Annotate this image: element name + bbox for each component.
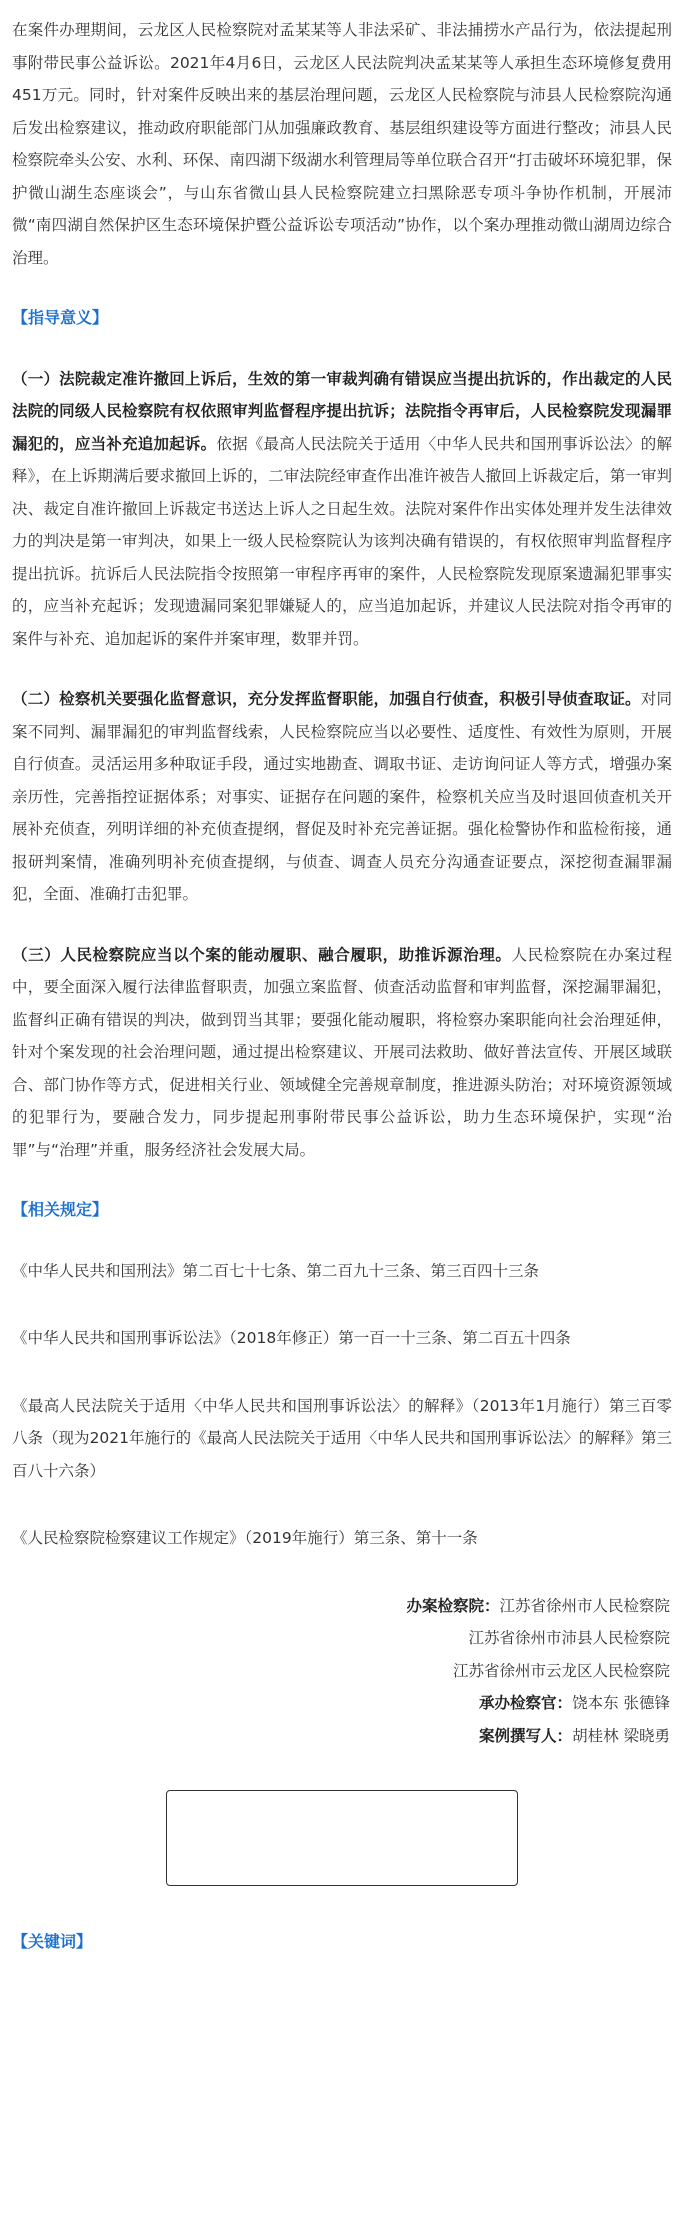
office-name: 江苏省徐州市人民检察院 <box>499 1596 670 1615</box>
section-heading-guidance: 【指导意义】 <box>12 308 109 327</box>
guidance-point-3-title: （三）人民检察院应当以个案的能动履职、融合履职，助推诉源治理。 <box>12 945 512 964</box>
prosecutor-label: 承办检察官： <box>479 1694 573 1712</box>
guidance-point-3 <box>12 939 672 1167</box>
office-line-1 <box>12 1590 670 1623</box>
guidance-point-2-title: （二）检察机关要强化监督意识，充分发挥监督职能，加强自行侦查，积极引导侦查取证。 <box>12 690 641 708</box>
guidance-point-2 <box>12 683 672 911</box>
empty-frame <box>166 1790 518 1886</box>
regulation-item: 《最高人民法院关于适用〈中华人民共和国刑事诉讼法〉的解释》（2013年1月施行）第三百零八条（现为2021年施行的《最高人民法院关于适用〈中华人民共和国刑事诉讼法〉的解释》第三百八十六条） <box>12 1396 672 1480</box>
writer-label: 案例撰写人： <box>479 1726 573 1745</box>
regulation-item: 《中华人民共和国刑法》第二百七十七条、第二百九十三条、第三百四十三条 <box>12 1261 540 1280</box>
guidance-point-1 <box>12 363 672 656</box>
office-label: 办案检察院： <box>406 1596 500 1615</box>
intro-paragraph: 在案件办理期间，云龙区人民检察院对孟某某等人非法采矿、非法捕捞水产品行为，依法提起刑事附带民事公益诉讼。2021年4月6日，云龙区人民法院判决孟某某等人承担生态环境修复费用451万元。同时，针对案件反映出来的基层治理问题，云龙区人民检察院与沛县人民检察院沟通后发出检察建议，推动政府职能部门从加强廉政教育、基层组织建设等方面进行整改；沛县人民检察院牵头公安、水利、环保、南四湖下级湖水利管理局等单位联合召开“打击破坏环境犯罪，保护微山湖生态座谈会”，与山东省微山县人民检察院建立扫黑除恶专项斗争协作机制，开展沛微“南四湖自然保护区生态环境保护暨公益诉讼专项活动”协作，以个案办理推动微山湖周边综合治理。 <box>12 21 672 267</box>
guidance-point-2-text: 对同案不同判、漏罪漏犯的审判监督线索，人民检察院应当以必要性、适度性、有效性为原则，开展自行侦查。灵活运用多种取证手段，通过实地勘查、调取书证、走访询问证人等方式，增强办案亲历性，完善指控证据体系；对事实、证据存在问题的案件，检察机关应当及时退回侦查机关开展补充侦查，列明详细的补充侦查提纲，督促及时补充完善证据。强化检警协作和监检衔接，通报研判案情，准确列明补充侦查提纲，与侦查、调查人员充分沟通查证要点，深挖彻查漏罪漏犯，全面、准确打击犯罪。 <box>12 690 672 903</box>
guidance-point-3-text: 人民检察院在办案过程中，要全面深入履行法律监督职责，加强立案监督、侦查活动监督和审判监督，深挖漏罪漏犯，监督纠正确有错误的判决，做到罚当其罪；要强化能动履职，将检察办案职能向社会治理延伸，针对个案发现的社会治理问题，通过提出检察建议、开展司法救助、做好普法宣传、开展区域联合、部门协作等方式，促进相关行业、领域健全完善规章制度，推进源头防治；对环境资源领域的犯罪行为，要融合发力，同步提起刑事附带民事公益诉讼，助力生态环境保护，实现“治罪”与“治理”并重，服务经济社会发展大局。 <box>12 945 672 1159</box>
section-heading-regulations: 【相关规定】 <box>12 1200 109 1219</box>
case-credits <box>12 1590 672 1753</box>
writer-line <box>12 1720 670 1753</box>
guidance-point-1-title: （一）法院裁定准许撤回上诉后，生效的第一审裁判确有错误应当提出抗诉的，作出裁定的人民法院的同级人民检察院有权依照审判监督程序提出抗诉；法院指令再审后，人民检察院发现漏罪漏犯的，应当补充追加起诉。 <box>12 369 672 453</box>
office-name: 江苏省徐州市沛县人民检察院 <box>468 1629 670 1647</box>
section-heading-keywords: 【关键词】 <box>12 1932 93 1951</box>
guidance-point-1-text: 依据《最高人民法院关于适用〈中华人民共和国刑事诉讼法〉的解释》，在上诉期满后要求撤回上诉的，二审法院经审查作出准许被告人撤回上诉裁定后，第一审判决、裁定自准许撤回上诉裁定书送达上诉人之日起生效。法院对案件作出实体处理并发生法律效力的判决是第一审判决，如果上一级人民检察院认为该判决确有错误的，有权依照审判监督程序提出抗诉。抗诉后人民法院指令按照第一审程序再审的案件，人民检察院发现原案遗漏犯罪事实的，应当补充起诉；发现遗漏同案犯罪嫌疑人的，应当追加起诉，并建议人民法院对指令再审的案件与补充、追加起诉的案件并案审理，数罪并罚。 <box>12 434 672 648</box>
regulation-item: 《人民检察院检察建议工作规定》（2019年施行）第三条、第十一条 <box>12 1529 478 1547</box>
prosecutor-names: 饶本东 张德锋 <box>572 1694 670 1712</box>
prosecutor-line <box>12 1687 670 1720</box>
regulation-item: 《中华人民共和国刑事诉讼法》（2018年修正）第一百一十三条、第二百五十四条 <box>12 1329 571 1347</box>
office-name: 江苏省徐州市云龙区人民检察院 <box>452 1661 670 1680</box>
writer-names: 胡桂林 梁晓勇 <box>572 1726 670 1745</box>
